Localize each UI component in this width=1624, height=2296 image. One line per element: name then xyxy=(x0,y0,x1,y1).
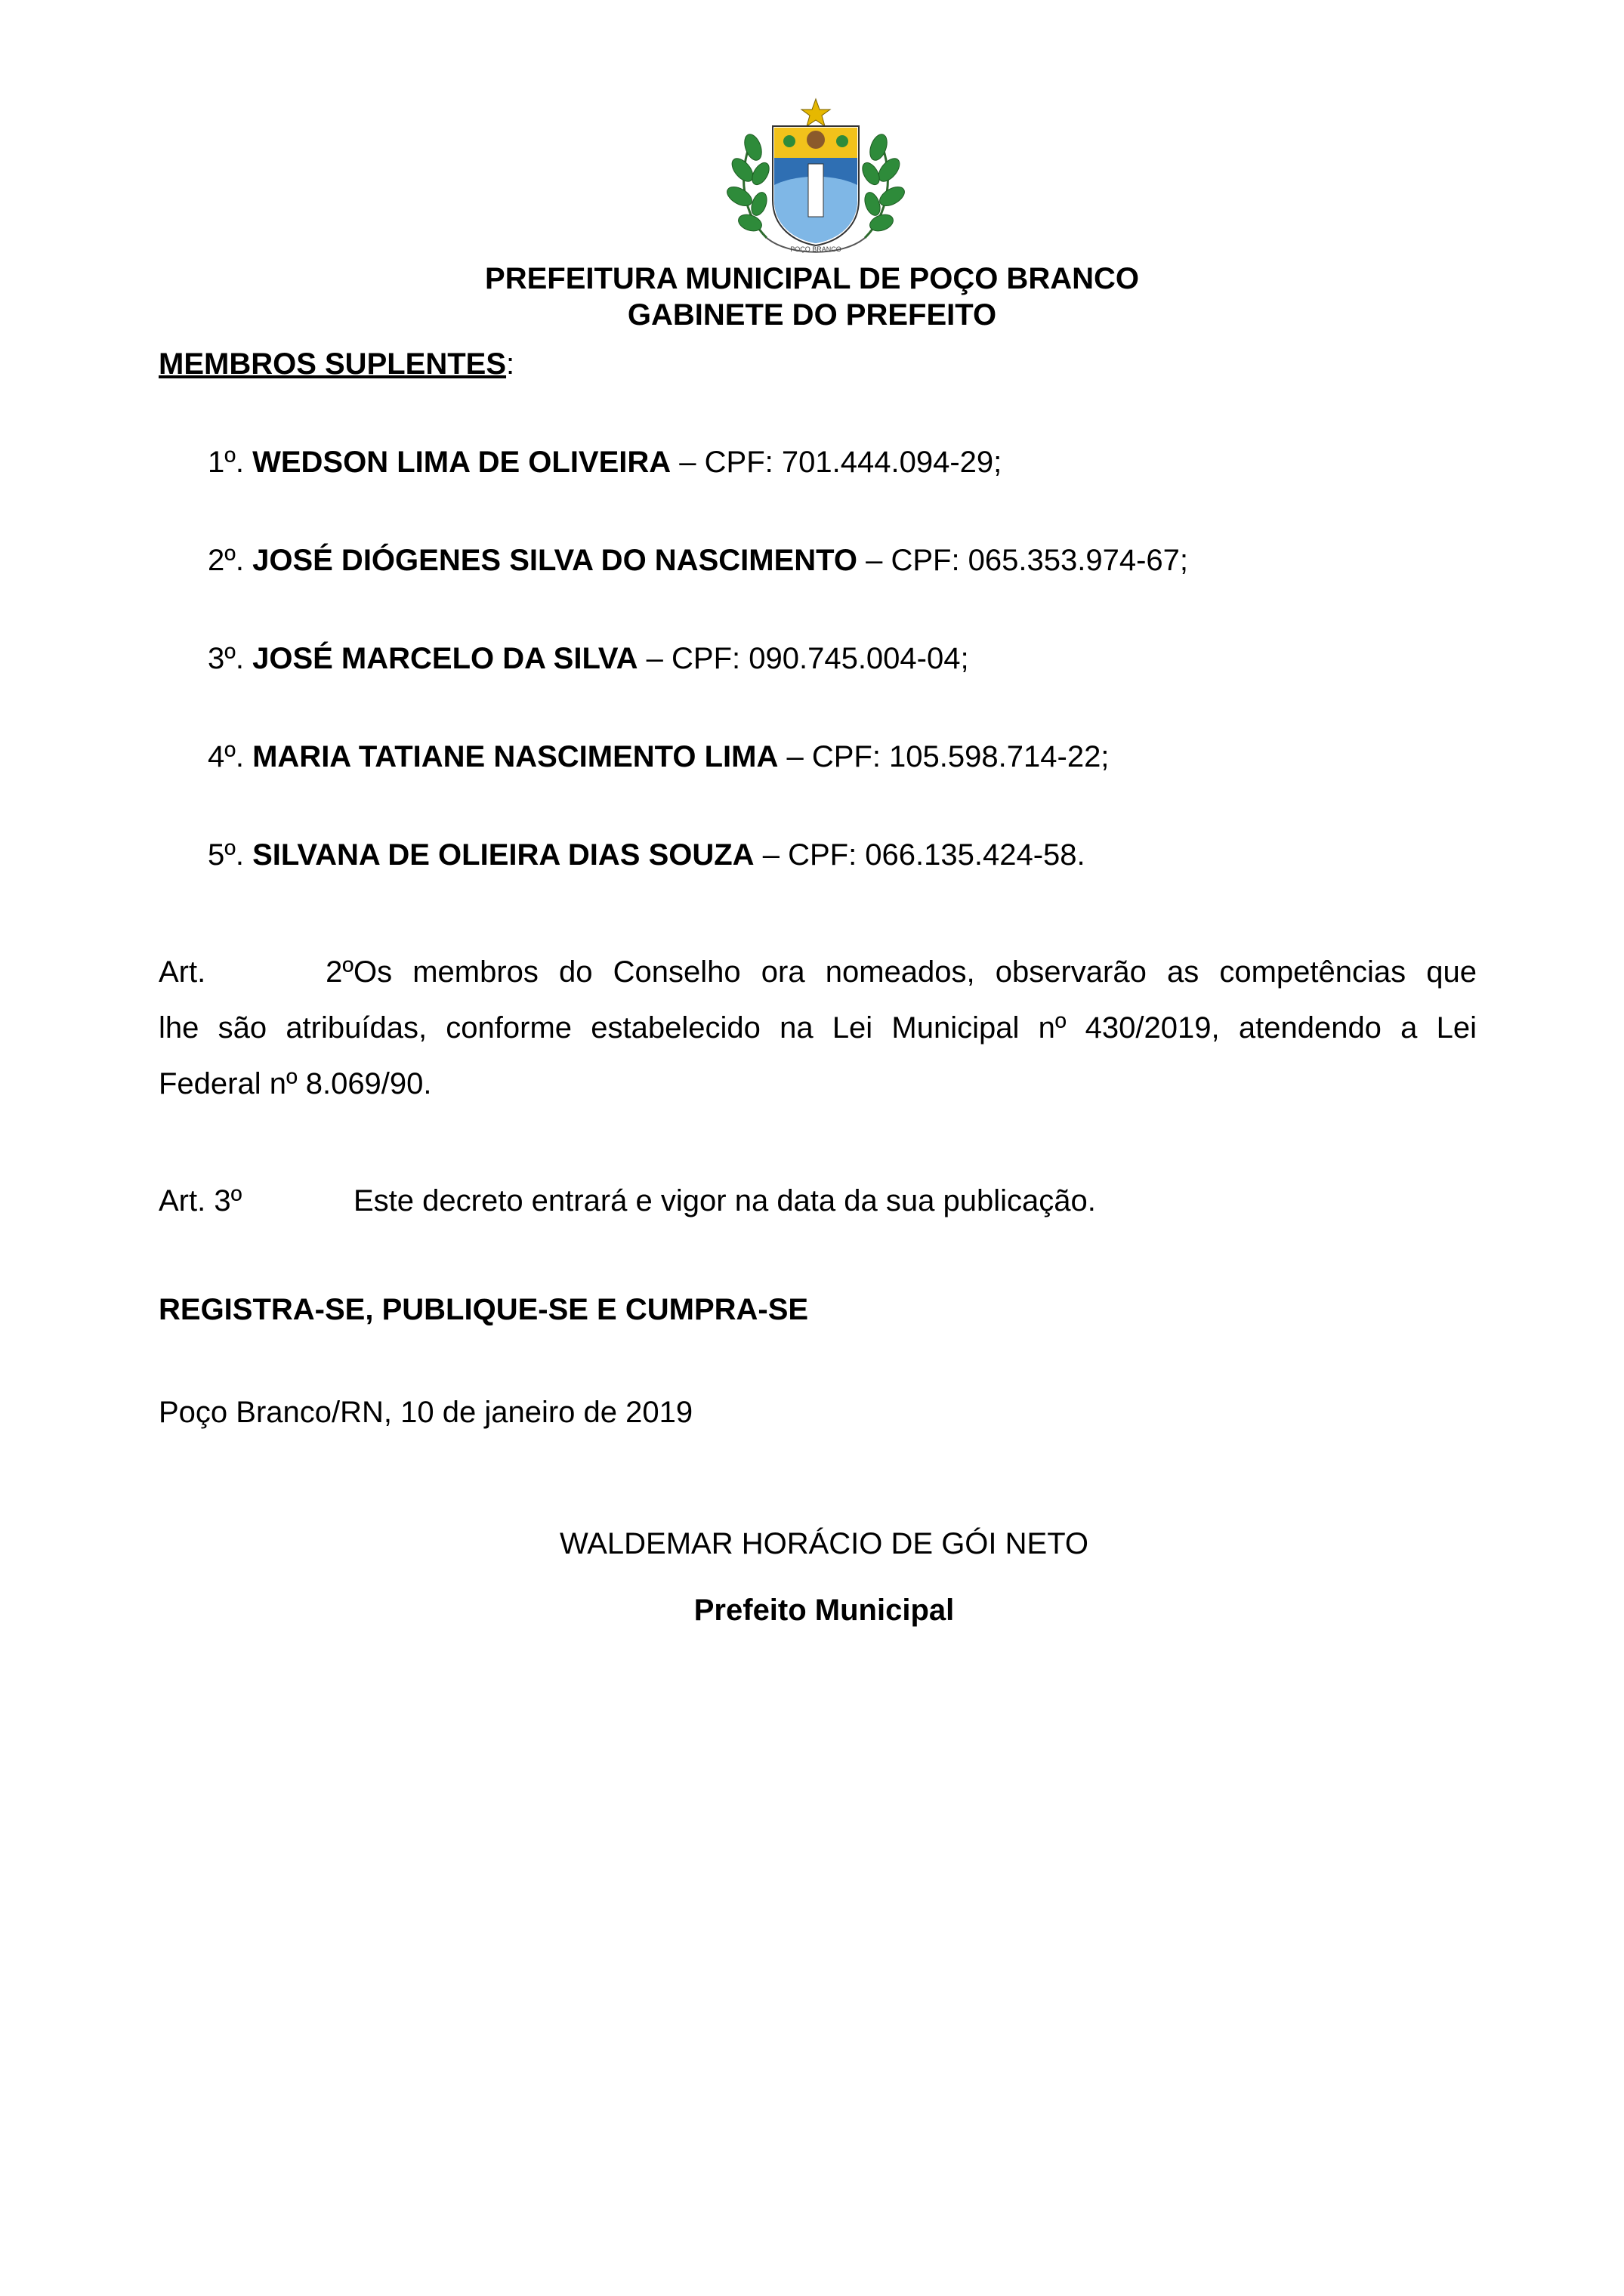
member-cpf: CPF: 066.135.424-58. xyxy=(788,838,1085,872)
coat-of-arms-icon xyxy=(714,94,918,261)
article-2-line-1 xyxy=(159,944,1477,1000)
article-label: Art. 2º xyxy=(159,955,354,989)
list-item xyxy=(208,446,1002,480)
article-label: Art. 3º xyxy=(159,1184,242,1217)
article-3 xyxy=(159,1173,1477,1229)
member-separator: – xyxy=(778,740,812,773)
section-title-suffix: : xyxy=(506,347,515,381)
coat-of-arms-ribbon-text: POÇO BRANCO xyxy=(790,245,841,253)
section-title-text: MEMBROS SUPLENTES xyxy=(159,347,507,381)
member-name: JOSÉ DIÓGENES SILVA DO NASCIMENTO xyxy=(252,544,857,577)
member-separator: – xyxy=(754,838,789,872)
member-cpf: CPF: 090.745.004-04; xyxy=(672,642,969,675)
article-2 xyxy=(159,944,1477,1112)
member-ordinal: 2º. xyxy=(208,544,244,577)
article-2-line-3: Federal nº 8.069/90. xyxy=(159,1067,432,1100)
list-item xyxy=(208,544,1188,578)
document-header xyxy=(0,261,1624,333)
section-title xyxy=(159,347,514,381)
member-name: JOSÉ MARCELO DA SILVA xyxy=(252,642,638,675)
article-2-text-1: Os membros do Conselho ora nomeados, observarão as competências que xyxy=(354,955,1477,989)
member-separator: – xyxy=(671,446,705,479)
member-ordinal: 3º. xyxy=(208,642,244,675)
list-item xyxy=(208,838,1085,872)
member-ordinal: 1º. xyxy=(208,446,244,479)
article-2-line-2: lhe são atribuídas, conforme estabelecido na Lei Municipal nº 430/2019, atendendo a Lei xyxy=(159,1011,1477,1045)
list-item xyxy=(208,740,1109,774)
member-name: WEDSON LIMA DE OLIVEIRA xyxy=(252,446,672,479)
member-ordinal: 5º. xyxy=(208,838,244,872)
signer-role: Prefeito Municipal xyxy=(693,1594,955,1627)
list-item xyxy=(208,642,969,676)
signer-name: WALDEMAR HORÁCIO DE GÓI NETO xyxy=(559,1527,1089,1560)
place-date: Poço Branco/RN, 10 de janeiro de 2019 xyxy=(159,1396,693,1429)
member-ordinal: 4º. xyxy=(208,740,244,773)
member-separator: – xyxy=(638,642,672,675)
member-name: MARIA TATIANE NASCIMENTO LIMA xyxy=(252,740,779,773)
star-icon xyxy=(801,99,830,126)
member-name: SILVANA DE OLIEIRA DIAS SOUZA xyxy=(252,838,755,872)
header-line-1: PREFEITURA MUNICIPAL DE POÇO BRANCO xyxy=(485,262,1139,295)
article-3-text-1: Este decreto entrará e vigor na data da sua publicação. xyxy=(354,1184,1096,1217)
member-separator: – xyxy=(857,544,891,577)
member-cpf: CPF: 065.353.974-67; xyxy=(891,544,1189,577)
article-3-line-1 xyxy=(159,1173,1477,1229)
member-cpf: CPF: 701.444.094-29; xyxy=(704,446,1002,479)
member-cpf: CPF: 105.598.714-22; xyxy=(811,740,1110,773)
header-line-2: GABINETE DO PREFEITO xyxy=(627,298,997,332)
closing-statement: REGISTRA-SE, PUBLIQUE-SE E CUMPRA-SE xyxy=(159,1293,809,1326)
